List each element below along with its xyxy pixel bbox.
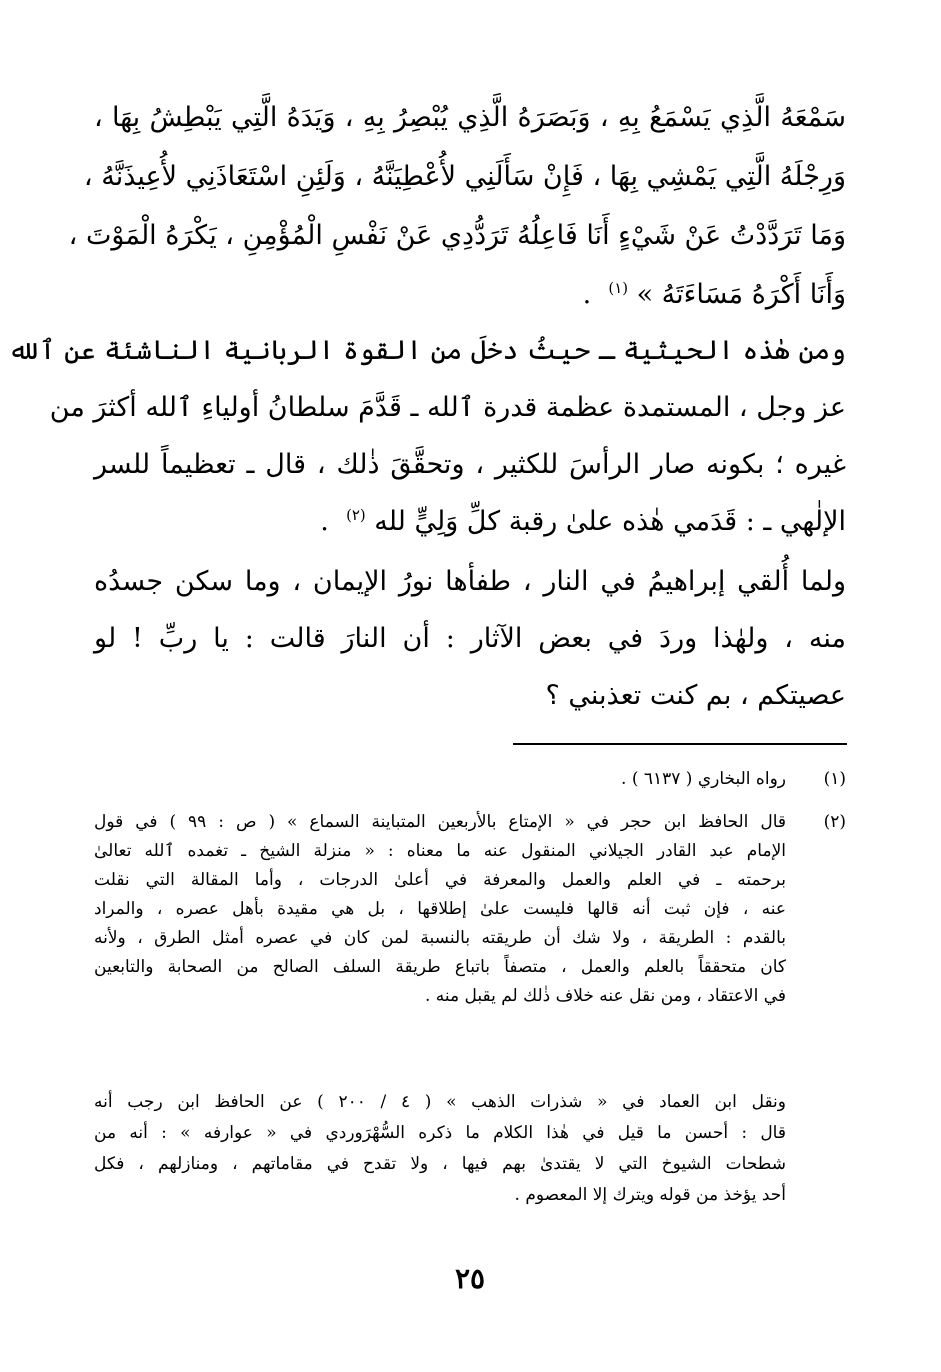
footnote-line: قال : أحسن ما قيل في هٰذا الكلام ما ذكره السُّهْرَوردي في « عوارفه » : أنه من	[94, 1123, 786, 1143]
line-end-mark: .	[582, 279, 592, 310]
text-line-content: وَأَنَا أَكْرَهُ مَسَاءَتَهُ »	[636, 279, 846, 310]
text-line: سَمْعَهُ الَّذِي يَسْمَعُ بِهِ ، وَبَصَرَهُ الَّذِي يُبْصِرُ بِهِ ، وَيَدَهُ الَّتِي يَبْطِشُ بِهَا ،	[94, 102, 846, 133]
page-number: ٢٥	[454, 1262, 486, 1295]
footnote-line: برحمته ـ في العلم والعمل والمعرفة في أعلىٰ الدرجات ، وأما المقالة التي نقلت	[94, 870, 786, 890]
text-line: ولما أُلقي إبراهيمُ في النار ، طفأها نورُ الإيمان ، وما سكن جسدُه	[94, 566, 846, 597]
footnote-body	[94, 765, 786, 794]
text-line: عز وجل ، المستمدة عظمة قدرة ٱلله ـ قَدَّمَ سلطانُ أولياءِ ٱلله أكثرَ من	[49, 392, 846, 423]
text-line: وَرِجْلَهُ الَّتِي يَمْشِي بِهَا ، فَإِنْ سَأَلَنِي لأُعْطِيَنَّهُ ، وَلَئِنِ اسْتَعَاذَنِي لأُعِيذَنَّهُ ،	[83, 161, 846, 192]
footnote-line: شطحات الشيوخ التي لا يقتدىٰ بهم فيها ، ولا تقدح في مقاماتهم ، ومنازلهم ، فكل	[94, 1154, 786, 1174]
footnote-1	[94, 765, 846, 795]
footnote-separator	[513, 743, 847, 745]
text-line: عصيتكم ، بم كنت تعذبني ؟	[545, 680, 846, 711]
footnote-line: قال الحافظ ابن حجر في « الإمتاع بالأربعين المتباينة السماع » ( ص : ٩٩ ) في قول	[94, 812, 787, 832]
footnote-2	[94, 808, 846, 1108]
footnote-line: أحد يؤخذ من قوله ويترك إلا المعصوم .	[514, 1185, 786, 1205]
footnote-line: ونقل ابن العماد في « شذرات الذهب » ( ٤ / ٢٠٠ ) عن الحافظ ابن رجب أنه	[94, 1092, 786, 1112]
footnote-ref-1[interactable]: (١)	[608, 279, 628, 297]
footnote-number: (١)	[823, 769, 846, 789]
line-end-mark: .	[320, 506, 329, 537]
text-line-content: الإلٰهي ـ : قَدَمي هٰذه علىٰ رقبة كلِّ وَلِيٍّ لله	[374, 506, 846, 537]
text-line: ومن هٰذه الحيثية ـ حيثُ دخلَ من القوة الربانية الناشئة عن ٱلله	[8, 335, 846, 366]
paragraph-ibrahim	[94, 553, 846, 724]
footnote-number: (٢)	[823, 812, 846, 832]
footnote-line: رواه البخاري ( ٦١٣٧ ) .	[621, 769, 786, 789]
footnote-line: عنه ، فإن ثبت أنه قالها فليست علىٰ إطلاقها ، بل هي مقيدة بأهل عصره ، والمراد	[94, 899, 786, 919]
text-line	[94, 265, 846, 324]
text-line: منه ، ولهٰذا وردَ في بعض الآثار : أن النارَ قالت : يا ربِّ ! لو	[94, 623, 846, 654]
footnote-line: بالقدم : الطريقة ، ولا شك أن طريقته بالنسبة لمن كان في عصره أمثل الطرق ، ولأنه	[94, 928, 786, 948]
text-line: غيره ؛ بكونه صار الرأسَ للكثير ، وتحقَّقَ ذٰلك ، قال ـ تعظيماً للسر	[94, 449, 846, 480]
footnote-line: الإمام عبد القادر الجيلاني المنقول عنه ما معناه : « منزلة الشيخ ـ تغمده ٱلله تعالىٰ	[94, 841, 786, 861]
footnote-line: في الاعتقاد ، ومن نقل عنه خلاف ذٰلك لم يقبل منه .	[424, 986, 786, 1006]
paragraph-hadith	[68, 88, 846, 324]
text-line: وَمَا تَرَدَّدْتُ عَنْ شَيْءٍ أَنَا فَاعِلُهُ تَرَدُّدِي عَنْ نَفْسِ الْمُؤْمِنِ ، يَكْرَهُ الْمَوْتَ ،	[68, 220, 846, 251]
footnote-line: كان متحققاً بالعلم والعمل ، متصفاً باتباع طريقة السلف الصالح من الصحابة والتابعين	[94, 957, 786, 977]
footnote-body	[94, 808, 786, 1011]
text-line	[94, 493, 846, 550]
paragraph-commentary	[8, 322, 846, 550]
footnote-2-continuation	[94, 1087, 786, 1211]
footnote-ref-2[interactable]: (٢)	[346, 506, 366, 524]
